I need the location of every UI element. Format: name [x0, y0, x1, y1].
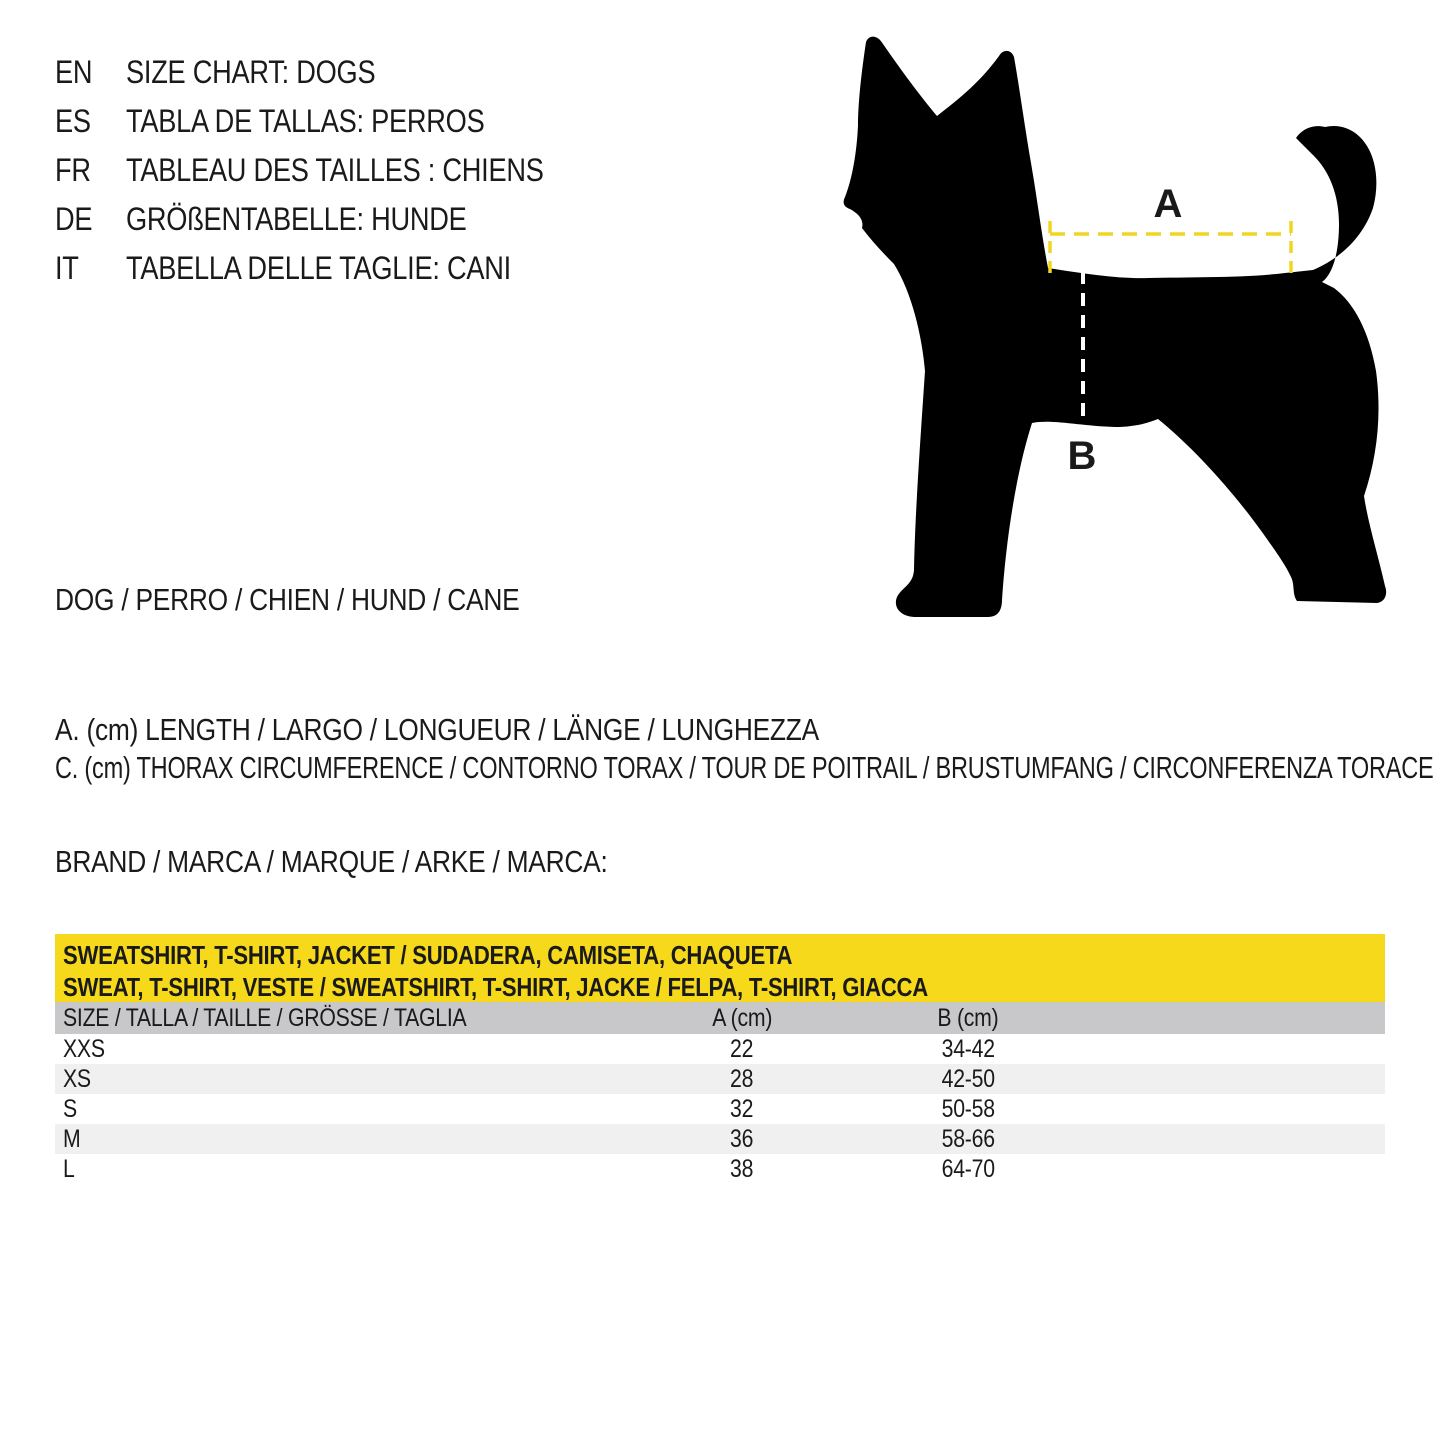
cell-size: XXS: [63, 1035, 105, 1063]
table-row-l: [55, 1154, 1385, 1184]
cell-b-value: 34-42: [941, 1035, 995, 1063]
cell-a-value: 32: [730, 1095, 754, 1123]
language-title: TABLEAU DES TAILLES : CHIENS: [126, 152, 544, 188]
measure-b-label: B: [1067, 434, 1097, 478]
cell-b-value: 50-58: [941, 1095, 995, 1123]
language-row-es: [55, 97, 617, 146]
cell-size: M: [63, 1125, 81, 1153]
cell-b-value: 64-70: [941, 1155, 995, 1183]
language-code: ES: [55, 103, 91, 139]
chihuahua-silhouette: [844, 37, 1387, 617]
animal-caption: [55, 582, 601, 618]
measure-a-label: A: [1153, 182, 1183, 226]
cell-size: S: [63, 1095, 77, 1123]
dog-diagram-svg: [830, 25, 1400, 635]
cell-b-value: 42-50: [941, 1065, 995, 1093]
language-code: FR: [55, 152, 91, 188]
column-header-a: A (cm): [712, 1004, 772, 1032]
column-header-b: B (cm): [937, 1004, 999, 1032]
table-row-s: [55, 1094, 1385, 1124]
size-table: [55, 934, 1385, 1184]
cell-size: XS: [63, 1065, 91, 1093]
brand-caption: [55, 844, 705, 880]
language-code: EN: [55, 54, 93, 90]
cell-b-value: 58-66: [941, 1125, 995, 1153]
cell-size: L: [63, 1155, 75, 1183]
language-row-it: [55, 244, 617, 293]
cell-a-value: 28: [730, 1065, 754, 1093]
language-title: SIZE CHART: DOGS: [126, 54, 376, 90]
cell-a-value: 38: [730, 1155, 754, 1183]
table-row-xs: [55, 1064, 1385, 1094]
language-title: TABLA DE TALLAS: PERROS: [126, 103, 485, 139]
legend-thorax: [55, 750, 1445, 786]
language-row-de: [55, 195, 617, 244]
language-row-fr: [55, 146, 617, 195]
size-table-title-text-1: SWEATSHIRT, T-SHIRT, JACKET / SUDADERA, CAMISETA, CHAQUETA: [63, 940, 793, 970]
animal-caption-text: DOG / PERRO / CHIEN / HUND / CANE: [55, 582, 520, 617]
language-code: IT: [55, 250, 79, 286]
measure-a-dimension: [1050, 182, 1291, 278]
size-table-header-row: [55, 1002, 1385, 1034]
cell-a-value: 22: [730, 1035, 754, 1063]
language-code: DE: [55, 201, 93, 237]
cell-a-value: 36: [730, 1125, 754, 1153]
language-row-en: [55, 48, 617, 97]
size-table-title-band: [55, 934, 1385, 1002]
size-table-title-line-1: [55, 939, 1385, 971]
language-title-list: [55, 48, 617, 293]
table-row-xxs: [55, 1034, 1385, 1064]
language-title: GRÖßENTABELLE: HUNDE: [126, 201, 467, 237]
brand-caption-text: BRAND / MARCA / MARQUE / ARKE / MARCA:: [55, 844, 608, 879]
legend-length-text: A. (cm) LENGTH / LARGO / LONGUEUR / LÄNGE / LUNGHEZZA: [55, 712, 819, 747]
legend-length: [55, 712, 954, 748]
legend-thorax-text: C. (cm) THORAX CIRCUMFERENCE / CONTORNO TORAX / TOUR DE POITRAIL / BRUSTUMFANG / CIRCONFERENZA TORACE: [55, 750, 1434, 785]
language-title: TABELLA DELLE TAGLIE: CANI: [126, 250, 511, 286]
column-header-size: SIZE / TALLA / TAILLE / GRÖSSE / TAGLIA: [63, 1004, 467, 1032]
dog-measurement-diagram: [830, 25, 1400, 635]
table-row-m: [55, 1124, 1385, 1154]
size-table-title-line-2: [55, 971, 1385, 1003]
size-table-title-text-2: SWEAT, T-SHIRT, VESTE / SWEATSHIRT, T-SHIRT, JACKE / FELPA, T-SHIRT, GIACCA: [63, 972, 928, 1002]
